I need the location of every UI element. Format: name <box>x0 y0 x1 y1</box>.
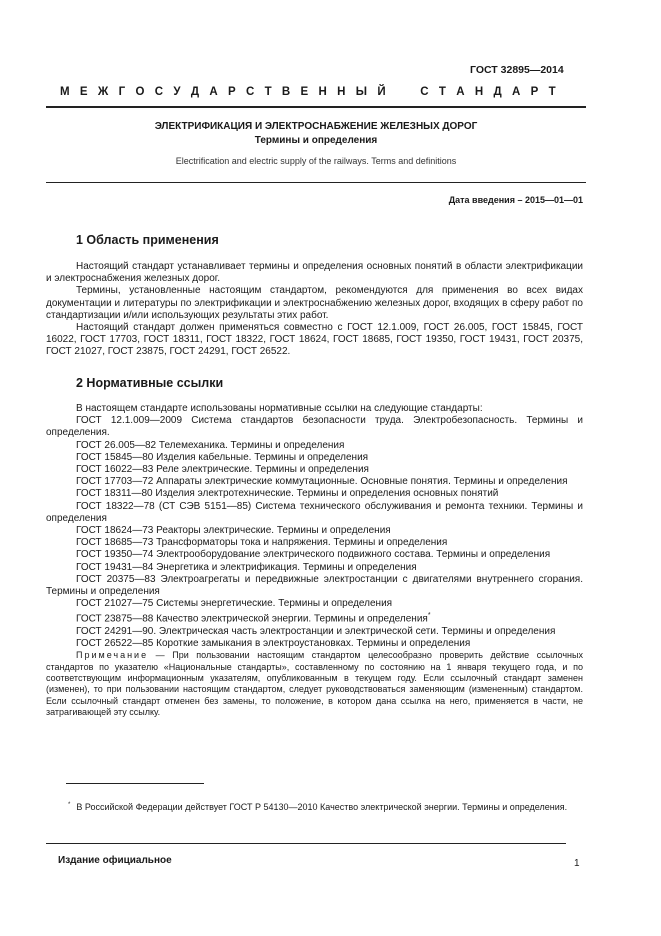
note <box>46 650 583 718</box>
reference-item: ГОСТ 26522—85 Короткие замыкания в электроустановках. Термины и определения <box>76 638 471 650</box>
banner-letter: Т <box>548 86 556 98</box>
banner-letter: А <box>511 86 521 98</box>
banner-letter: Д <box>493 86 502 98</box>
reference-item: ГОСТ 18311—80 Изделия электротехнические. Термины и определения основных понятий <box>76 488 499 500</box>
banner-letter: В <box>281 86 291 98</box>
section-1-heading: 1 Область применения <box>76 233 219 247</box>
banner-letter: С <box>420 86 429 98</box>
intro-date: Дата введения – 2015—01—01 <box>448 195 583 205</box>
banner-letter: Г <box>118 86 126 98</box>
banner-letter: Т <box>264 86 272 98</box>
reference-item: ГОСТ 18322—78 (СТ СЭВ 5151—85) Система технического обслуживания и ремонта техники. Термины и определения <box>46 500 583 524</box>
banner-letter: С <box>154 86 164 98</box>
section-1-paragraph: Настоящий стандарт устанавливает термины и определения основных понятий в области электрификации и электроснабжения железных дорог. <box>46 261 583 285</box>
reference-item: ГОСТ 19350—74 Электрооборудование электрического подвижного состава. Термины и определения <box>76 549 551 561</box>
banner-letter: Т <box>438 86 446 98</box>
title-line-2: Термины и определения <box>254 135 378 146</box>
title-rule <box>46 182 586 183</box>
banner-letter: Р <box>530 86 539 98</box>
banner-gap <box>396 86 410 98</box>
reference-item: ГОСТ 18685—73 Трансформаторы тока и напряжения. Термины и определения <box>76 537 448 549</box>
references-intro: В настоящем стандарте использованы нормативные ссылки на следующие стандарты: <box>76 403 483 414</box>
section-2-heading: 2 Нормативные ссылки <box>76 376 224 390</box>
note-text: — При пользовании настоящим стандартом целесообразно проверить действие ссылочных стандартов по указателю «Национальные стандарты», составленному по состоянию на 1 января текущего года, и по соответствующим информационным указателям, опубликованным в текущем году. Если ссылочный стандарт заменен (изменен), то при пользовании настоящим стандартом, следует руководствоваться заменяющим (измененным) стандартом. Если ссылочный стандарт отменен без замены, то положение, в котором дана ссылка на него, применяется в части, не затрагивающей эту ссылку. <box>46 650 583 717</box>
banner-letter: С <box>245 86 255 98</box>
footnote-marker: * <box>427 612 431 620</box>
reference-item: ГОСТ 15845—80 Изделия кабельные. Термины и определения <box>76 451 369 463</box>
banner-letter: Ы <box>355 86 368 98</box>
footnote <box>46 797 583 815</box>
standard-id: ГОСТ 32895—2014 <box>470 64 564 76</box>
banner-letter: У <box>173 86 181 98</box>
reference-item: ГОСТ 18624—73 Реакторы электрические. Термины и определения <box>76 525 391 537</box>
reference-item: ГОСТ 26.005—82 Телемеханика. Термины и определения <box>76 439 345 451</box>
reference-item: ГОСТ 16022—83 Реле электрические. Термины и определения <box>76 464 369 476</box>
footer-rule <box>46 843 566 844</box>
interstate-standard-banner <box>60 86 556 98</box>
banner-letter: Н <box>474 86 484 98</box>
page-number: 1 <box>574 858 580 869</box>
banner-letter: М <box>60 86 70 98</box>
note-label: Примечание <box>76 650 149 661</box>
banner-letter: Ж <box>97 86 109 98</box>
banner-letter: О <box>135 86 145 98</box>
banner-letter: Е <box>300 86 309 98</box>
document-title <box>46 120 586 148</box>
banner-letter: Н <box>337 86 346 98</box>
section-1-body <box>46 261 583 359</box>
banner-letter: А <box>456 86 465 98</box>
banner-letter: Н <box>318 86 327 98</box>
reference-item: ГОСТ 21027—75 Системы энергетические. Термины и определения <box>76 598 393 610</box>
banner-letter: Р <box>227 86 236 98</box>
banner-letter: Й <box>377 86 386 98</box>
edition-label: Издание официальное <box>58 855 172 866</box>
footnote-rule <box>66 783 204 784</box>
banner-letter: Д <box>190 86 200 98</box>
reference-item: ГОСТ 20375—83 Электроагрегаты и передвижные электростанции с двигателями внутреннего сгорания. Термины и определения <box>46 573 583 598</box>
section-2-body <box>46 403 583 718</box>
reference-item: ГОСТ 19431—84 Энергетика и электрификация. Термины и определения <box>76 561 417 573</box>
reference-text: ГОСТ 23875—88 Качество электрической энергии. Термины и определения <box>76 613 428 625</box>
title-english: Electrification and electric supply of the railways. Terms and definitions <box>175 156 457 166</box>
banner-letter: А <box>209 86 218 98</box>
reference-item-with-footnote <box>46 610 583 626</box>
section-1-paragraph: Настоящий стандарт должен применяться совместно с ГОСТ 12.1.009, ГОСТ 26.005, ГОСТ 15845, ГОСТ 16022, ГОСТ 17703, ГОСТ 18311, ГОСТ 18322, ГОСТ 18624, ГОСТ 18685, ГОСТ 19350, ГОСТ 19431, ГОСТ 20375, ГОСТ 21027, ГОСТ 23875, ГОСТ 24291, ГОСТ 26522. <box>46 322 583 358</box>
footnote-text: В Российской Федерации действует ГОСТ Р 54130—2010 Качество электрической энергии. Термины и определения. <box>76 802 568 812</box>
reference-item: ГОСТ 12.1.009—2009 Система стандартов безопасности труда. Электробезопасность. Термины и определения. <box>46 415 583 439</box>
reference-item: ГОСТ 17703—72 Аппараты электрические коммутационные. Основные понятия. Термины и определения <box>76 476 568 488</box>
header-rule <box>46 106 586 108</box>
title-line-1: ЭЛЕКТРИФИКАЦИЯ И ЭЛЕКТРОСНАБЖЕНИЕ ЖЕЛЕЗНЫХ ДОРОГ <box>154 121 478 132</box>
banner-letter: Е <box>79 86 88 98</box>
footnote-mark: * <box>68 802 71 808</box>
section-1-paragraph: Термины, установленные настоящим стандартом, рекомендуются для применения во всех видах документации и литературы по электрификации и электроснабжению железных дорог, входящих в сферу работ по стандартизации и/или использующих результаты этих работ. <box>46 285 583 321</box>
reference-item: ГОСТ 24291—90. Электрическая часть электростанции и электрической сети. Термины и определения <box>76 625 556 637</box>
